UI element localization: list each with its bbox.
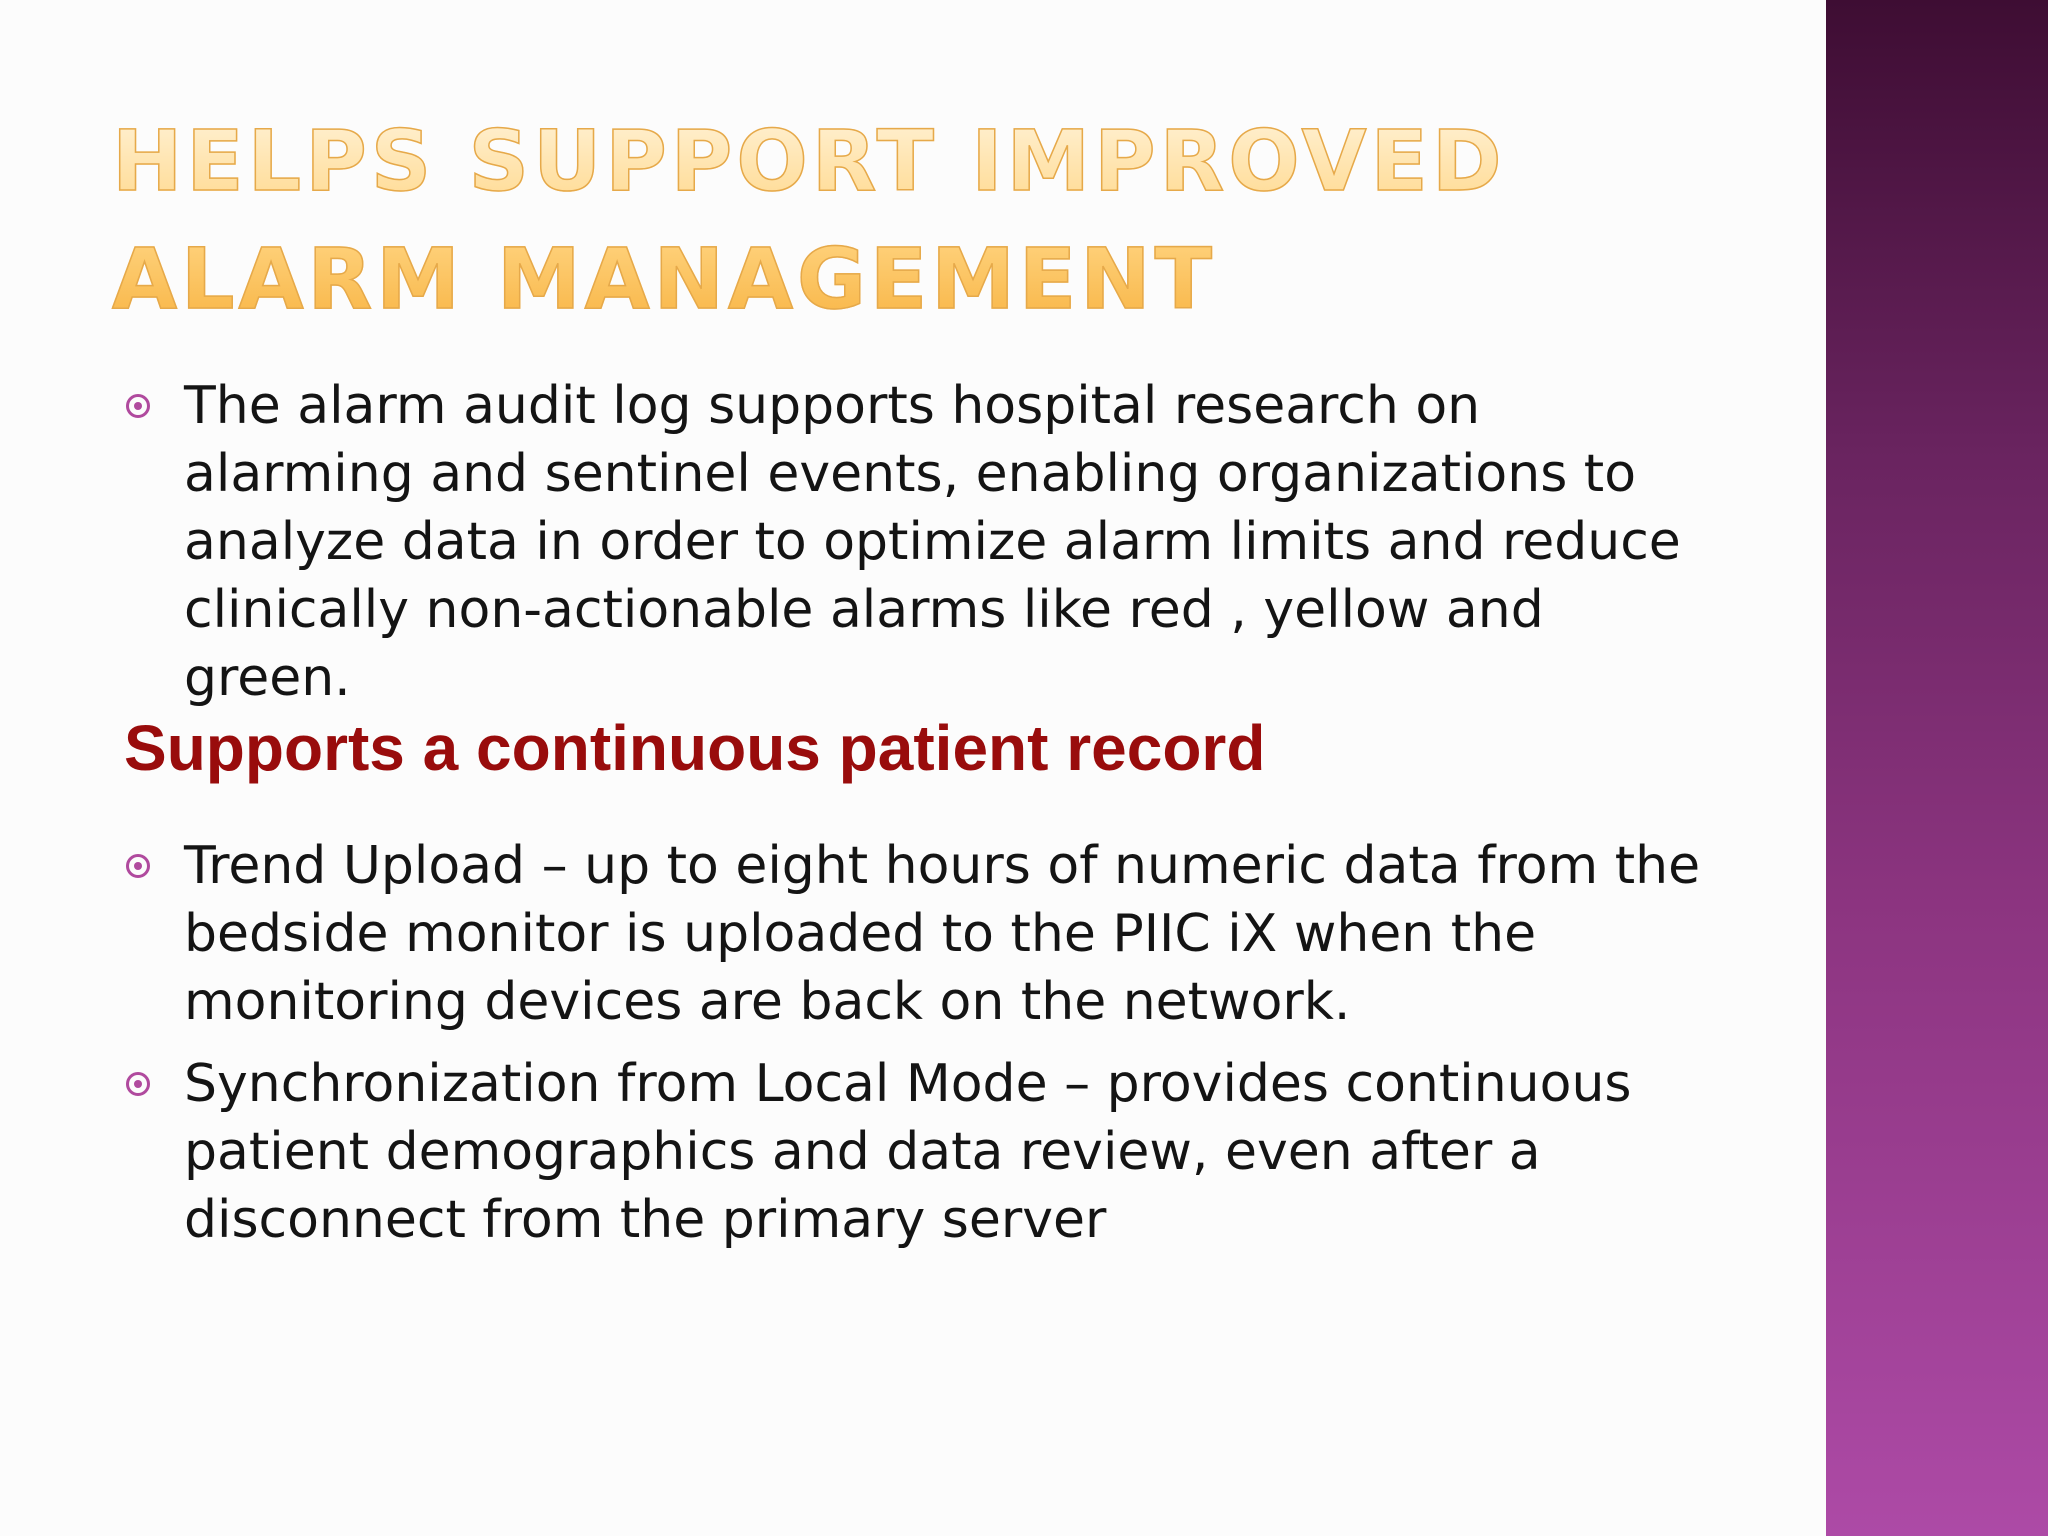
bullet-text: Trend Upload – up to eight hours of numeric data from the bedside monitor is uploaded to the PIIC iX when the monitoring devices are back on the network. (184, 836, 1701, 1032)
bullet-list-bottom (124, 832, 1724, 1268)
list-item (124, 832, 1724, 1036)
circle-dot-bullet-icon (126, 854, 150, 878)
circle-dot-bullet-icon (126, 394, 150, 418)
bullet-list-top (124, 372, 1724, 726)
slide-title: HELPS SUPPORT IMPROVED ALARM MANAGEMENT (112, 102, 1752, 338)
bullet-text: Synchronization from Local Mode – provides continuous patient demographics and data review, even after a disconnect from the primary server (184, 1054, 1632, 1250)
list-item (124, 372, 1724, 712)
circle-dot-bullet-icon (126, 1072, 150, 1096)
decorative-side-band (1826, 0, 2048, 1536)
section-subheading: Supports a continuous patient record (124, 712, 1266, 784)
list-item (124, 1050, 1724, 1254)
bullet-text: The alarm audit log supports hospital research on alarming and sentinel events, enabling organizations to analyze data in order to optimize alarm limits and reduce clinically non-actionable alarms like red , yellow and green. (184, 376, 1681, 708)
